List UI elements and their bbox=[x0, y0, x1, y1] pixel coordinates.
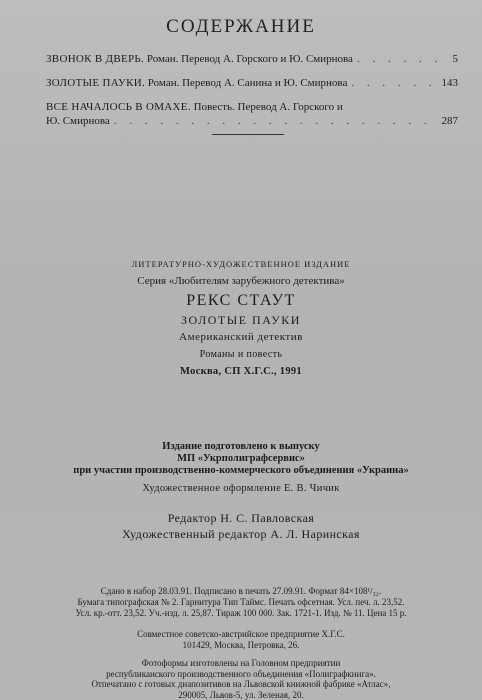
toc-entry bbox=[46, 52, 458, 66]
series-name: Серия «Любителям зарубежного детектива» bbox=[137, 275, 345, 287]
printing-info bbox=[0, 658, 482, 700]
preparation-credits bbox=[0, 441, 482, 477]
printing-line: республиканского производственного объединения «Полиграфкнига». bbox=[106, 668, 376, 679]
toc-dot-leader bbox=[351, 76, 437, 90]
imprint: Москва, СП Х.Г.С., 1991 bbox=[180, 366, 302, 377]
art-design-credit: Художественное оформление Е. В. Чичик bbox=[142, 483, 340, 494]
printing-line: Отпечатано с готовых диапозитивов на Львовской книжной фабрике «Атлас», bbox=[91, 679, 391, 689]
toc-entry-page: 5 bbox=[452, 53, 458, 65]
literary-form: Романы и повесть bbox=[199, 349, 283, 360]
toc-dot-leader bbox=[357, 52, 449, 66]
book-title: ЗОЛОТЫЕ ПАУКИ bbox=[181, 313, 301, 327]
author-name: РЕКС СТАУТ bbox=[186, 292, 296, 309]
toc-title: СОДЕРЖАНИЕ bbox=[166, 16, 316, 37]
publisher-info bbox=[0, 629, 482, 651]
toc-entry-description: Повесть. Перевод А. Горского и bbox=[193, 101, 343, 113]
printing-line: Фотоформы изготовлены на Головном предприятии bbox=[141, 658, 341, 668]
publisher-line: 101429, Москва, Петровка, 26. bbox=[182, 640, 300, 650]
art-editor-credit: Художественный редактор А. Л. Наринская bbox=[122, 527, 360, 541]
preparation-line: МП «Укрполиграфсервис» bbox=[177, 453, 305, 464]
toc-dot-leader bbox=[114, 114, 438, 128]
toc-entry-title: ЗВОНОК В ДВЕРЬ. bbox=[46, 53, 145, 65]
toc-entry-title: ЗОЛОТЫЕ ПАУКИ. bbox=[46, 77, 146, 89]
technical-line: Усл. кр.-отт. 23,52. Уч.-изд. л. 25,87. Тираж 100 000. Зак. 1721-1. Изд. № 11. Цена 15 р. bbox=[75, 608, 407, 618]
toc-entry-description: Роман. Перевод А. Санина и Ю. Смирнова bbox=[147, 77, 348, 89]
editor-credits bbox=[0, 510, 482, 542]
toc-entry bbox=[46, 100, 458, 128]
publisher-line: Совместное советско-австрийское предприятие Х.Г.С. bbox=[137, 629, 345, 639]
toc-entry-description-cont: Ю. Смирнова bbox=[46, 115, 110, 127]
printing-line: 290005, Львов-5, ул. Зеленая, 20. bbox=[178, 689, 304, 700]
edition-type: ЛИТЕРАТУРНО-ХУДОЖЕСТВЕННОЕ ИЗДАНИЕ bbox=[131, 259, 351, 269]
toc-entry-page: 143 bbox=[441, 77, 458, 89]
technical-line: Сдано в набор 28.03.91. Подписано в печать 27.09.91. Формат 84×108¹/₃₂. bbox=[100, 586, 382, 596]
table-of-contents bbox=[46, 52, 458, 138]
technical-line: Бумага типографская № 2. Гарнитура Тип Таймс. Печать офсетная. Усл. печ. л. 23,52. bbox=[77, 597, 405, 607]
toc-entry-description: Роман. Перевод А. Горского и Ю. Смирнова bbox=[146, 53, 353, 65]
toc-divider bbox=[212, 134, 284, 135]
toc-entry-title: ВСЕ НАЧАЛОСЬ В ОМАХЕ. bbox=[46, 101, 191, 113]
editor-credit: Редактор Н. С. Павловская bbox=[167, 511, 315, 525]
preparation-line: Издание подготовлено к выпуску bbox=[162, 441, 320, 452]
genre: Американский детектив bbox=[179, 331, 303, 343]
toc-entry bbox=[46, 76, 458, 90]
technical-details bbox=[0, 586, 482, 619]
preparation-line: при участии производственно-коммерческого объединения «Украина» bbox=[73, 465, 409, 476]
toc-entry-page: 287 bbox=[441, 115, 458, 127]
